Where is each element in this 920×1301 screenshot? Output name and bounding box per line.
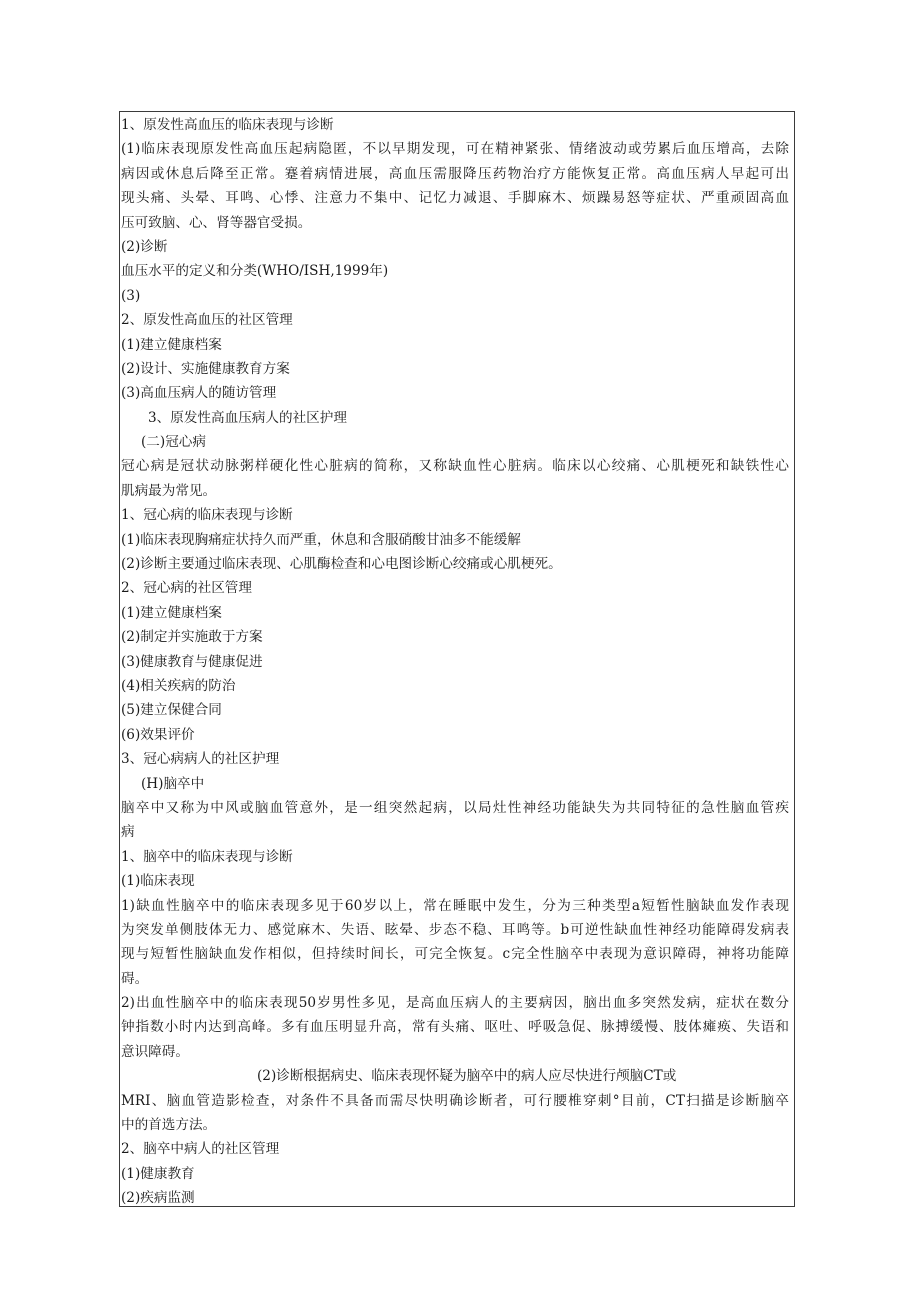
text-line: 3、原发性高血压病人的社区护理 [148, 409, 347, 426]
text-line: (1)临床表现原发性高血压起病隐匿，不以早期发现，可在精神紧张、情绪波动或劳累后血压增高，去除 [121, 141, 789, 158]
text-line: 现头痛、头晕、耳鸣、心悸、注意力不集中、记忆力减退、手脚麻木、烦躁易怒等症状、严重顽固高血 [121, 190, 789, 207]
text-line: 碍。 [121, 970, 149, 987]
text-line: 压可致脑、心、肾等器官受损。 [121, 214, 312, 231]
text-line: (1)健康教育 [121, 1165, 195, 1182]
text-line: 肌病最为常见。 [121, 482, 217, 499]
text-line: 3、冠心病病人的社区护理 [121, 751, 280, 768]
text-line: (二)冠心病 [141, 434, 206, 451]
text-line: (2)制定并实施敢于方案 [121, 629, 263, 646]
text-line: (4)相关疾病的防治 [121, 677, 236, 694]
text-line: 2、冠心病的社区管理 [121, 580, 252, 597]
text-line: (3) [121, 287, 141, 304]
text-line: (2)设计、实施健康教育方案 [121, 360, 290, 377]
text-line: 1)缺血性脑卒中的临床表现多见于60岁以上，常在睡眠中发生，分为三种类型a短暂性脑缺血发作表现 [121, 897, 789, 914]
text-line: (H)脑卒中 [141, 775, 205, 792]
text-line: 冠心病是冠状动脉粥样硬化性心脏病的简称，又称缺血性心脏病。临床以心绞痛、心肌梗死和缺铁性心 [121, 458, 789, 475]
text-line: (1)建立健康档案 [121, 336, 222, 353]
text-line: 2、原发性高血压的社区管理 [121, 312, 293, 329]
text-line: (2)诊断根据病史、临床表现怀疑为脑卒中的病人应尽快进行颅脑CT或 [257, 1068, 677, 1085]
text-line: (1)临床表现 [121, 873, 195, 890]
text-line: (2)诊断主要通过临床表现、心肌酶检查和心电图诊断心绞痛或心肌梗死。 [121, 556, 562, 573]
text-line: 2、脑卒中病人的社区管理 [121, 1141, 280, 1158]
document-body [121, 113, 789, 1211]
text-line: 1、原发性高血压的临床表现与诊断 [121, 117, 334, 133]
text-line: 现与短暂性脑缺血发作相似，但持续时间长，可完全恢复。c完全性脑卒中表现为意识障碍，神将功能障 [121, 946, 789, 963]
text-line: 为突发单侧肢体无力、感觉麻木、失语、眩晕、步态不稳、耳鸣等。b可逆性缺血性神经功能障碍发病表 [121, 921, 789, 938]
text-line: MRI、脑血管造影检查，对条件不具备而需尽快明确诊断者，可行腰椎穿刺°目前，CT扫描是诊断脑卒 [121, 1092, 789, 1109]
text-line: 病因或休息后降至正常。蹇着病情进展，高血压需服降压药物治疗方能恢复正常。高血压病人早起可出 [121, 165, 789, 182]
text-line: (3)高血压病人的随访管理 [121, 385, 277, 402]
text-line: 1、脑卒中的临床表现与诊断 [121, 848, 293, 865]
text-line: (2)疾病监测 [121, 1190, 195, 1207]
text-line: (5)建立保健合同 [121, 702, 222, 719]
text-line: (1)建立健康档案 [121, 604, 222, 621]
text-line: (3)健康教育与健康促进 [121, 653, 263, 670]
text-line: 2)出血性脑卒中的临床表现50岁男性多见，是高血压病人的主要病因，脑出血多突然发病，症状在数分 [121, 995, 789, 1012]
text-line: 钟指数小时内达到高峰。多有血压明显升高，常有头痛、呕吐、呼吸急促、脉搏缓慢、肢体瘫痪、失语和 [121, 1019, 789, 1036]
text-line: 病 [121, 824, 135, 841]
text-line: (1)临床表现胸痛症状持久而严重，休息和含服硝酸甘油多不能缓解 [121, 531, 521, 548]
text-line: (6)效果评价 [121, 726, 195, 743]
text-line: (2)诊断 [121, 238, 168, 255]
text-line: 中的首选方法。 [121, 1117, 217, 1134]
text-line: 血压水平的定义和分类(WHO/ISH,1999年) [121, 263, 389, 280]
text-line: 1、冠心病的临床表现与诊断 [121, 507, 293, 524]
text-line: 脑卒中又称为中风或脑血管意外，是一组突然起病，以局灶性神经功能缺失为共同特征的急性脑血管疾 [121, 799, 789, 816]
text-line: 意识障碍。 [121, 1043, 189, 1060]
